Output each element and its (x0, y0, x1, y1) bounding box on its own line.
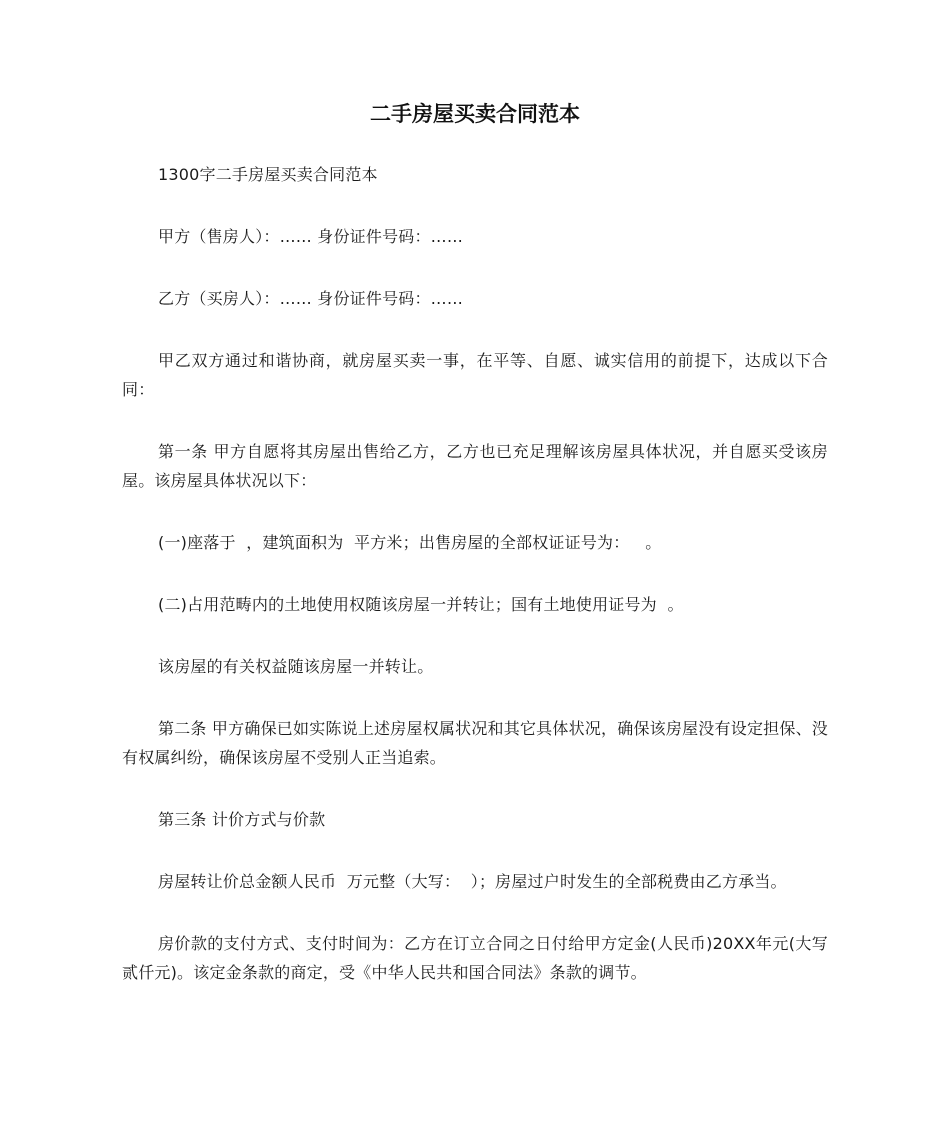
paragraph-item-2: (二)占用范畴内的土地使用权随该房屋一并转让；国有土地使用证号为 。 (158, 595, 684, 614)
paragraph-article-3: 第三条 计价方式与价款 (158, 810, 326, 829)
paragraph-party-a: 甲方（售房人）：…… 身份证件号码：…… (158, 227, 464, 246)
paragraph-preamble: 甲乙双方通过和谐协商，就房屋买卖一事，在平等、自愿、诚实信用的前提下，达成以下合同： (122, 351, 828, 399)
paragraph-price: 房屋转让价总金额人民币 万元整（大写： ）；房屋过户时发生的全部税费由乙方承当。 (158, 872, 787, 891)
paragraph-payment: 房价款的支付方式、支付时间为：乙方在订立合同之日付给甲方定金(人民币)20XX年元(大写贰仟元)。该定金条款的商定，受《中华人民共和国合同法》条款的调节。 (122, 934, 828, 982)
paragraph-subtitle: 1300字二手房屋买卖合同范本 (158, 165, 378, 184)
paragraph-article-1: 第一条 甲方自愿将其房屋出售给乙方，乙方也已充足理解该房屋具体状况，并自愿买受该房屋。该房屋具体状况以下： (122, 442, 828, 490)
paragraph-item-1: (一)座落于 ，建筑面积为 平方米；出售房屋的全部权证证号为： 。 (158, 533, 662, 552)
paragraph-rights: 该房屋的有关权益随该房屋一并转让。 (158, 657, 434, 676)
paragraph-article-2: 第二条 甲方确保已如实陈说上述房屋权属状况和其它具体状况，确保该房屋没有设定担保、没有权属纠纷，确保该房屋不受别人正当追索。 (122, 719, 828, 767)
paragraph-party-b: 乙方（买房人）：…… 身份证件号码：…… (158, 289, 464, 308)
document-body (122, 160, 828, 987)
document-title: 二手房屋买卖合同范本 (370, 102, 580, 126)
